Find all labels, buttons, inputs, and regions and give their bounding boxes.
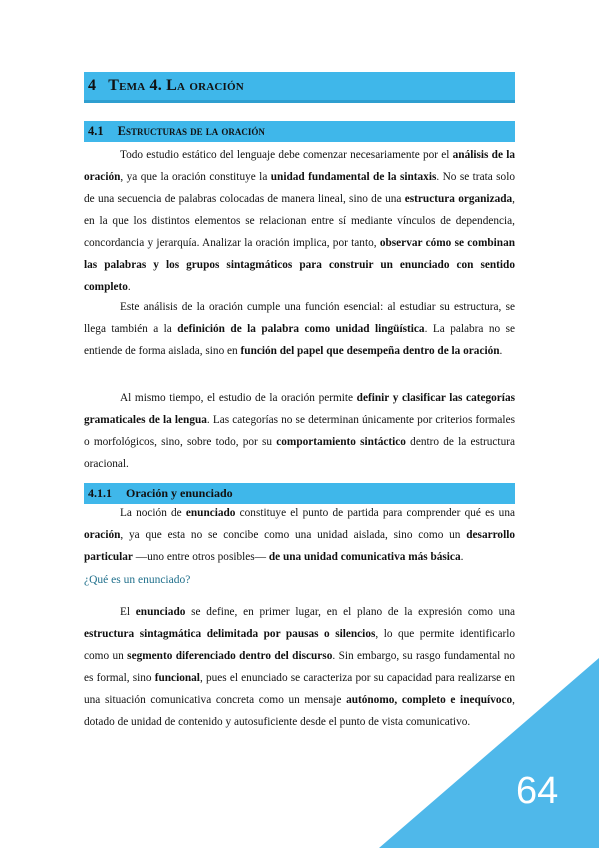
text-span: constituye el punto de partida para comprender qué es una	[235, 507, 515, 519]
text-span: .	[127, 281, 131, 293]
bold-span: enunciado	[185, 507, 236, 519]
text-span: —uno entre otros posibles—	[132, 551, 269, 563]
text-span: .	[460, 551, 464, 563]
text-span: dentro de la estructura oracional.	[84, 436, 515, 470]
text-span: Este análisis de la oración cumple una función esencial: al estudiar su estructura, se llega también a la	[84, 301, 515, 335]
paragraph-1	[84, 144, 515, 298]
text-span: , en la que los distintos elementos se relacionan entre sí mediante vínculos de dependencia, concordancia y jerarquía. Analizar la oración implica, por tanto,	[84, 193, 515, 249]
text-span: , pues el enunciado se caracteriza por su capacidad para realizarse en una situación comunicativa concreta como un mensaje	[84, 672, 515, 706]
chapter-heading	[84, 72, 515, 103]
bold-span: autónomo, completo e inequívoco	[346, 694, 513, 706]
text-span: . Sin embargo, su rasgo fundamental no es formal, sino	[84, 650, 515, 684]
paragraph-4	[84, 502, 515, 568]
subsection-title: Oración y enunciado	[126, 486, 233, 500]
chapter-title: Tema 4. La oración	[108, 77, 244, 94]
text-span: La noción de	[120, 507, 186, 519]
section-title: Estructuras de la oración	[117, 124, 265, 138]
bold-span: funcional	[154, 672, 200, 684]
bold-span: definición de la palabra como unidad lingüística	[177, 323, 425, 335]
bold-span: definir y clasificar las categorías gramaticales de la lengua	[84, 392, 515, 426]
text-span: . La palabra no se entiende de forma aislada, sino en	[84, 323, 516, 357]
bold-span: análisis de la oración	[84, 149, 515, 183]
question-heading: ¿Qué es un enunciado?	[84, 574, 191, 586]
text-span: , ya que esta no se concibe como una unidad aislada, sino como un	[120, 529, 467, 541]
bold-span: oración	[84, 529, 121, 541]
paragraph-2	[84, 296, 515, 362]
bold-span: estructura sintagmática delimitada por pausas o silencios	[84, 628, 376, 640]
text-span: Al mismo tiempo, el estudio de la oración permite	[120, 392, 357, 404]
text-span: . No se trata solo de una secuencia de palabras colocadas de manera lineal, sino de una	[84, 171, 515, 205]
page-number: 64	[516, 770, 559, 812]
bold-span: enunciado	[135, 606, 186, 618]
text-span: El	[120, 606, 136, 618]
paragraph-3	[84, 387, 515, 475]
text-span: . Las categorías no se determinan únicamente por criterios formales o morfológicos, sino, sobre todo, por su	[84, 414, 515, 448]
corner-triangle-decoration	[379, 658, 599, 848]
subsection-heading	[84, 483, 515, 504]
subsection-number: 4.1.1	[88, 486, 112, 500]
bold-span: comportamiento sintáctico	[276, 436, 406, 448]
text-span: , ya que la oración constituye la	[120, 171, 271, 183]
bold-span: estructura organizada	[404, 193, 513, 205]
text-span: Todo estudio estático del lenguaje debe comenzar necesariamente por el	[120, 149, 453, 161]
section-heading	[84, 121, 515, 142]
chapter-number: 4	[88, 77, 97, 94]
section-number: 4.1	[88, 124, 104, 138]
bold-span: desarrollo particular	[84, 529, 515, 563]
text-span: .	[499, 345, 503, 357]
bold-span: unidad fundamental de la sintaxis	[270, 171, 437, 183]
bold-span: de una unidad comunicativa más básica	[268, 551, 461, 563]
text-span: , lo que permite identificarlo como un	[84, 628, 516, 662]
text-span: se define, en primer lugar, en el plano de la expresión como una	[185, 606, 515, 618]
bold-span: función del papel que desempeña dentro de la oración	[240, 345, 500, 357]
bold-span: segmento diferenciado dentro del discurso	[127, 650, 333, 662]
text-span: , dotado de unidad de contenido y autosuficiente desde el punto de vista comunicativo.	[84, 694, 515, 728]
bold-span: observar cómo se combinan las palabras y los grupos sintagmáticos para construir un enunciado con sentido completo	[84, 237, 515, 293]
